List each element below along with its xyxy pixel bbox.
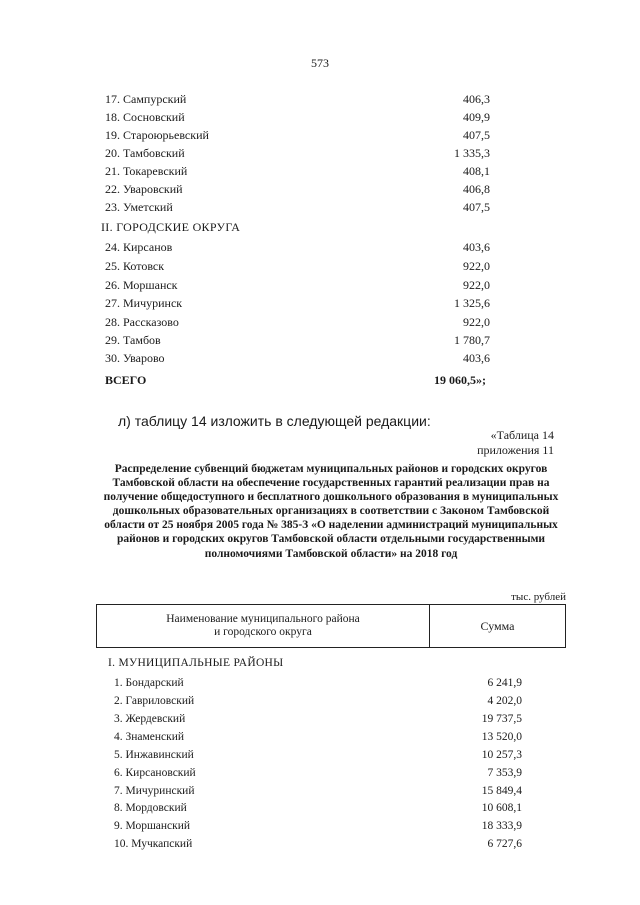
header-name-column bbox=[97, 605, 430, 647]
row-label: 24. Кирсанов bbox=[105, 240, 173, 254]
table-row-label: 1. Бондарский bbox=[114, 677, 184, 689]
row-label: 30. Уварово bbox=[105, 351, 165, 365]
table-title: Распределение субвенций бюджетам муниципальных районов и городских округов Тамбовской области на обеспечение государственных гарантий реализации прав на получение общедоступного и бесплатного дошкольного образования в муниципальных дошкольных образовательных организациях в соответствии с Законом Тамбовской области от 25 ноября 2005 года № 385-З «О наделении администраций муниципальных районов и городских округов Тамбовской области отдельными государственными полномочиями Тамбовской области» на 2018 год bbox=[103, 463, 559, 560]
table-row-value: 18 333,9 bbox=[481, 820, 522, 832]
row-label: 19. Староюрьевский bbox=[105, 128, 209, 142]
row-label: 18. Сосновский bbox=[105, 110, 185, 124]
row-label: 21. Токаревский bbox=[105, 164, 188, 178]
table-reference-appendix: приложения 11 bbox=[477, 443, 554, 457]
row-label: 20. Тамбовский bbox=[105, 146, 185, 160]
row-value: 1 325,6 bbox=[454, 296, 490, 310]
page-number: 573 bbox=[311, 56, 329, 70]
table-row-value: 7 353,9 bbox=[487, 767, 522, 779]
table-row-label: 6. Кирсановский bbox=[114, 767, 196, 779]
table-row-label: 8. Мордовский bbox=[114, 802, 187, 814]
row-value: 403,6 bbox=[463, 351, 490, 365]
table-reference: «Таблица 14 bbox=[490, 428, 554, 442]
header-name-line2: и городского округа bbox=[214, 626, 312, 638]
row-label: 25. Котовск bbox=[105, 259, 165, 273]
row-value: 409,9 bbox=[463, 110, 490, 124]
table-row-label: 3. Жердевский bbox=[114, 713, 186, 725]
table-row-label: 2. Гавриловский bbox=[114, 695, 195, 707]
section-heading-municipal: I. МУНИЦИПАЛЬНЫЕ РАЙОНЫ bbox=[108, 657, 284, 669]
row-value: 922,0 bbox=[463, 259, 490, 273]
units-label: тыс. рублей bbox=[511, 591, 566, 603]
row-value: 408,1 bbox=[463, 164, 490, 178]
table-row-value: 6 727,6 bbox=[487, 838, 522, 850]
row-value: 407,5 bbox=[463, 200, 490, 214]
table-row-label: 4. Знаменский bbox=[114, 731, 185, 743]
table-row-value: 10 257,3 bbox=[481, 749, 522, 761]
row-label: 28. Рассказово bbox=[105, 315, 179, 329]
table-row-value: 15 849,4 bbox=[481, 785, 522, 797]
table-row-value: 13 520,0 bbox=[481, 731, 522, 743]
row-value: 1 335,3 bbox=[454, 146, 490, 160]
row-label: 26. Моршанск bbox=[105, 278, 178, 292]
table-row-value: 6 241,9 bbox=[487, 677, 522, 689]
row-label: 23. Уметский bbox=[105, 200, 173, 214]
row-value: 922,0 bbox=[463, 315, 490, 329]
row-value: 406,3 bbox=[463, 92, 490, 106]
table-row-label: 7. Мичуринский bbox=[114, 785, 195, 797]
row-value: 1 780,7 bbox=[454, 333, 490, 347]
row-label: 17. Сампурский bbox=[105, 92, 187, 106]
table-row-value: 4 202,0 bbox=[487, 695, 522, 707]
total-value: 19 060,5»; bbox=[434, 373, 486, 387]
table-row-value: 10 608,1 bbox=[481, 802, 522, 814]
table-row-label: 5. Инжавинский bbox=[114, 749, 194, 761]
row-label: 27. Мичуринск bbox=[105, 296, 183, 310]
table-row-label: 9. Моршанский bbox=[114, 820, 191, 832]
table-row-value: 19 737,5 bbox=[481, 713, 522, 725]
amendment-instruction: л) таблицу 14 изложить в следующей редакции: bbox=[118, 413, 431, 429]
total-label: ВСЕГО bbox=[105, 373, 147, 387]
section-heading-urban: II. ГОРОДСКИЕ ОКРУГА bbox=[101, 220, 241, 234]
row-value: 922,0 bbox=[463, 278, 490, 292]
row-value: 407,5 bbox=[463, 128, 490, 142]
row-label: 22. Уваровский bbox=[105, 182, 183, 196]
row-label: 29. Тамбов bbox=[105, 333, 161, 347]
header-sum-column: Сумма bbox=[480, 618, 515, 633]
table-header bbox=[96, 604, 566, 648]
header-name-line1: Наименование муниципального района bbox=[166, 613, 360, 625]
table-row-label: 10. Мучкапский bbox=[114, 838, 193, 850]
row-value: 403,6 bbox=[463, 240, 490, 254]
row-value: 406,8 bbox=[463, 182, 490, 196]
